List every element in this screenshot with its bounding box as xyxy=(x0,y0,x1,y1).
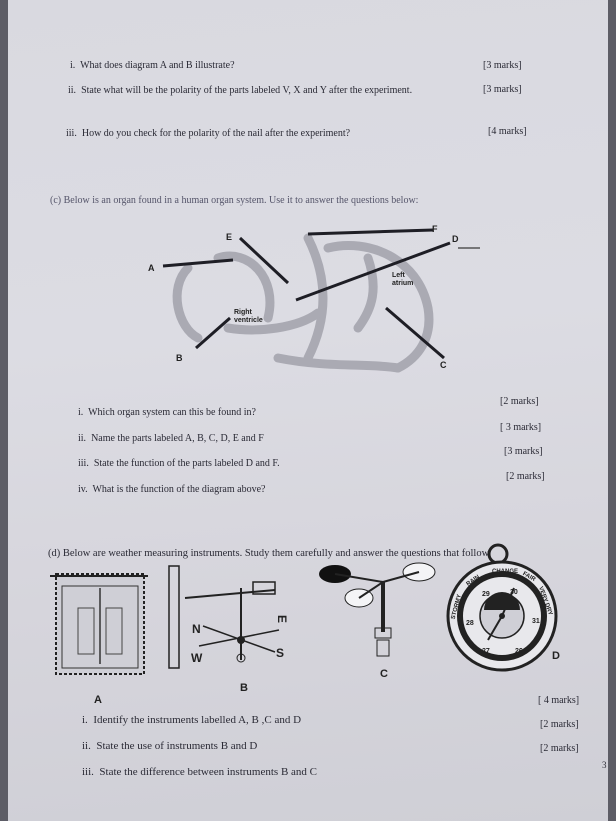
question-text: How do you check for the polarity of the nail after the experiment? xyxy=(81,128,351,139)
left-atrium-line-1: Left xyxy=(392,272,405,279)
label-pointer-lines xyxy=(163,230,450,358)
right-ventricle-line-2: ventricle xyxy=(234,317,263,324)
question-number: iii. xyxy=(78,458,89,469)
question-text: Identify the instruments labelled A, B ,C and D xyxy=(93,714,302,726)
marks-c-iv: [2 marks] xyxy=(506,471,545,482)
question-b-iii xyxy=(66,128,350,139)
marks-c-ii: [ 3 marks] xyxy=(500,422,542,433)
barometer-26: 26 xyxy=(515,648,523,655)
question-c-iii xyxy=(78,458,280,469)
barometer-27: 27 xyxy=(482,648,490,655)
barometer-28: 28 xyxy=(466,620,474,627)
question-number: ii. xyxy=(78,433,87,444)
left-atrium-label xyxy=(392,272,413,288)
heart-label-b: B xyxy=(176,353,183,363)
heart-label-a: A xyxy=(148,263,155,273)
barometer-rain: RAIN xyxy=(465,574,482,588)
barometer-30: 30 xyxy=(510,589,518,596)
wind-vane-icon xyxy=(163,562,283,672)
marks-b-iii: [4 marks] xyxy=(488,126,527,137)
marks-c-iii: [3 marks] xyxy=(504,446,543,457)
question-text: State the use of instruments B and D xyxy=(96,740,258,752)
section-c-heading: (c) Below is an organ found in a human organ system. Use it to answer the questions below: xyxy=(50,195,419,206)
right-ventricle-label xyxy=(234,309,263,325)
question-number: iv. xyxy=(78,484,88,495)
question-d-ii xyxy=(82,740,257,752)
question-text: Which organ system can this be found in? xyxy=(88,407,256,418)
vane-letter-n: N xyxy=(192,622,201,636)
question-text: Name the parts labeled A, B, C, D, E and F xyxy=(91,433,264,444)
vane-letter-w: W xyxy=(191,651,203,665)
marks-b-ii: [3 marks] xyxy=(483,84,522,95)
question-c-ii xyxy=(78,433,264,444)
question-text: State what will be the polarity of the parts labeled V, X and Y after the experiment. xyxy=(81,85,413,96)
page-number: 3 xyxy=(602,760,607,770)
marks-d-ii: [2 marks] xyxy=(540,719,579,730)
barometer-stormy: STORMY xyxy=(450,593,463,621)
right-ventricle-line-1: Right xyxy=(234,309,252,316)
question-number: iii. xyxy=(82,766,94,778)
marks-d-i: [ 4 marks] xyxy=(538,695,580,706)
barometer-fair: FAIR xyxy=(521,570,537,584)
question-b-i xyxy=(70,60,235,71)
vane-letter-e: E xyxy=(275,614,290,624)
barometer-very-dry: VERY DRY xyxy=(537,585,554,617)
anemometer-icon xyxy=(313,560,443,660)
barometer-31: 31 xyxy=(532,618,540,625)
question-number: iii. xyxy=(66,128,77,139)
vane-letter-s: S xyxy=(276,646,285,660)
exam-page xyxy=(8,0,608,821)
heart-diagram xyxy=(128,218,508,378)
question-text: State the difference between instruments B and C xyxy=(99,766,318,778)
heart-outline-icon xyxy=(177,238,429,368)
heart-label-f: F xyxy=(432,224,438,234)
question-number: i. xyxy=(82,714,88,726)
question-c-i xyxy=(78,407,256,418)
question-text: What does diagram A and B illustrate? xyxy=(80,60,235,71)
question-b-ii xyxy=(68,85,412,96)
instrument-label-b: B xyxy=(240,682,248,694)
instrument-label-c: C xyxy=(380,668,388,680)
instrument-label-d: D xyxy=(552,650,560,662)
question-c-iv xyxy=(78,484,265,495)
marks-c-i: [2 marks] xyxy=(500,396,539,407)
barometer-change: CHANGE xyxy=(492,569,519,575)
question-number: ii. xyxy=(68,85,77,96)
question-d-i xyxy=(82,714,301,726)
question-text: State the function of the parts labeled D and F. xyxy=(93,458,280,469)
barometer-29: 29 xyxy=(482,591,490,598)
heart-label-e: E xyxy=(226,232,233,242)
heart-label-c: C xyxy=(440,360,447,370)
rain-gauge-icon xyxy=(48,568,153,680)
marks-b-i: [3 marks] xyxy=(483,60,522,71)
heart-label-d: D xyxy=(452,234,459,244)
marks-d-iii: [2 marks] xyxy=(540,743,579,754)
left-atrium-line-2: atrium xyxy=(392,280,414,287)
question-number: i. xyxy=(70,60,76,71)
instrument-label-a: A xyxy=(94,694,102,706)
question-text: What is the function of the diagram above? xyxy=(92,484,266,495)
question-number: i. xyxy=(78,407,84,418)
question-number: ii. xyxy=(82,740,91,752)
question-d-iii xyxy=(82,766,317,778)
section-d-heading: (d) Below are weather measuring instruments. Study them carefully and answer the questions that follow xyxy=(48,548,490,559)
